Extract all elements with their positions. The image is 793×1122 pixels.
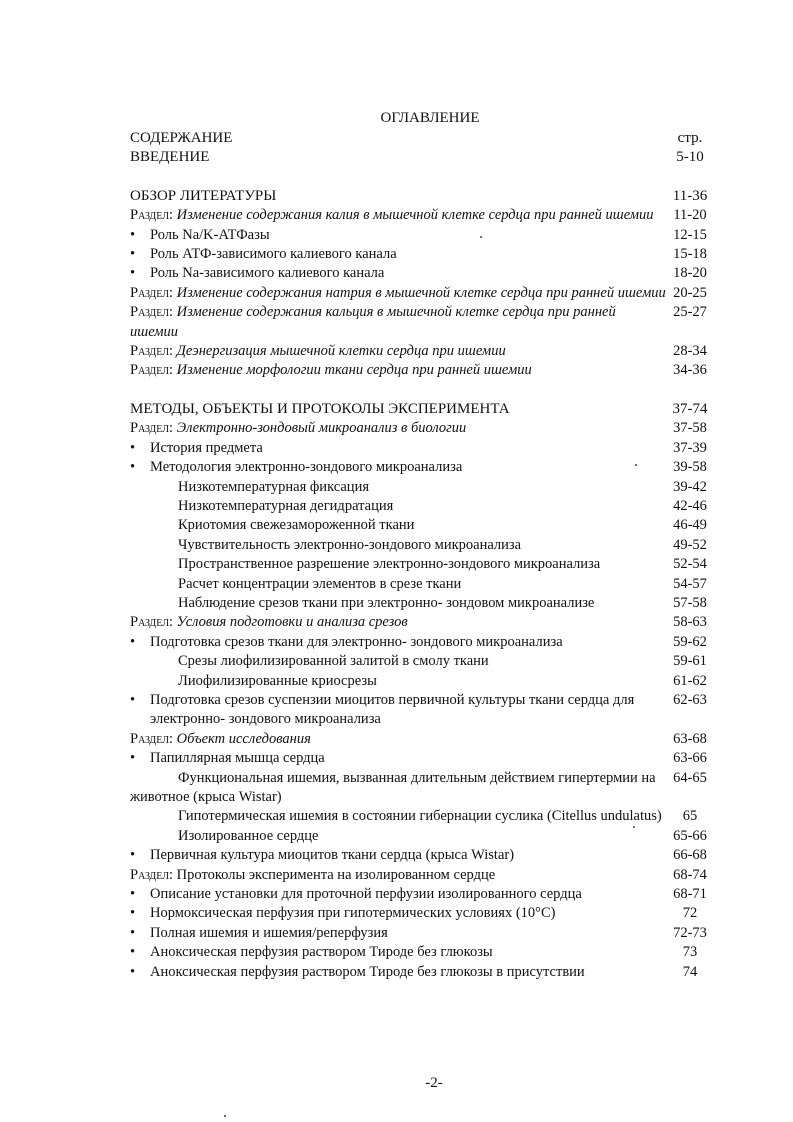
toc-entry bbox=[130, 730, 726, 749]
toc-entry-title: СОДЕРЖАНИЕ bbox=[130, 130, 233, 146]
toc-page-range: 20-25 bbox=[673, 284, 707, 301]
toc-entry-title: ВВЕДЕНИЕ bbox=[130, 149, 210, 166]
toc-page-range: 74 bbox=[682, 963, 698, 980]
toc-entry-title: Гипотермическая ишемия в состоянии гибернации суслика (Citellus undulatus) bbox=[178, 808, 662, 825]
toc-entry bbox=[130, 749, 726, 768]
toc-entry-title: Подготовка срезов ткани для электронно- зондового микроанализа bbox=[150, 633, 563, 650]
toc-page-range: 65-66 bbox=[673, 827, 707, 844]
toc-entry-title: Аноксическая перфузия раствором Тироде без глюкозы bbox=[150, 944, 493, 961]
toc-entry bbox=[130, 129, 726, 148]
toc-page-range: 63-68 bbox=[673, 730, 707, 747]
toc-entry bbox=[130, 924, 726, 943]
toc-entry-title: Наблюдение срезов ткани при электронно- зондовом микроанализе bbox=[178, 594, 595, 611]
toc-entry bbox=[130, 361, 726, 380]
toc-entry bbox=[130, 943, 726, 962]
toc-entry bbox=[130, 478, 726, 497]
toc-entry bbox=[130, 497, 726, 516]
toc-entry bbox=[130, 594, 726, 613]
toc-page-range: 39-58 bbox=[673, 459, 707, 476]
toc-entry bbox=[130, 148, 726, 167]
page-number: -2- bbox=[425, 1075, 443, 1091]
toc-entry bbox=[130, 303, 726, 342]
toc-page-range: 37-58 bbox=[673, 420, 707, 437]
toc-entry bbox=[130, 284, 726, 303]
toc-entry bbox=[130, 536, 726, 555]
toc-entry bbox=[130, 264, 726, 283]
toc-entry-title: Изменение содержания калия в мышечной клетке сердца при ранней ишемии bbox=[176, 207, 654, 224]
toc-page-range: 66-68 bbox=[673, 847, 707, 864]
toc-entry-title: Расчет концентрации элементов в срезе ткани bbox=[178, 575, 462, 592]
bullet-marker: • bbox=[130, 847, 136, 864]
bullet-marker: • bbox=[130, 944, 136, 961]
toc-entry-title: Низкотемпературная дегидратация bbox=[178, 497, 394, 514]
toc-entry-title: Первичная культура миоцитов ткани сердца (крыса Wistar) bbox=[150, 847, 515, 864]
toc-entry-title: Функциональная ишемия, вызванная длительным действием гипертермии на животное (крыса Wistar) bbox=[130, 769, 656, 805]
toc-page-range: 34-36 bbox=[673, 362, 707, 379]
toc-entry-title: Чувствительность электронно-зондового микроанализа bbox=[178, 536, 522, 553]
toc-page-range: 62-63 bbox=[673, 691, 707, 708]
section-label: Раздел: bbox=[130, 866, 174, 883]
section-label: Раздел: bbox=[130, 362, 174, 379]
toc-entry bbox=[130, 866, 726, 885]
section-label: Раздел: bbox=[130, 343, 174, 360]
toc-entry-title: Аноксическая перфузия раствором Тироде без глюкозы в присутствии bbox=[150, 963, 585, 980]
bullet-marker: • bbox=[130, 633, 136, 650]
bullet-marker: • bbox=[130, 246, 136, 263]
bullet-marker: • bbox=[130, 886, 136, 903]
toc-entry-title: Деэнергизация мышечной клетки сердца при ишемии bbox=[176, 343, 506, 360]
toc-entry bbox=[130, 672, 726, 691]
toc-entry bbox=[130, 458, 726, 477]
toc-entry-title: Протоколы эксперимента на изолированном сердце bbox=[176, 866, 496, 883]
toc-entry bbox=[130, 613, 726, 632]
toc-gap bbox=[130, 381, 726, 400]
toc-page-range: 18-20 bbox=[673, 265, 707, 282]
toc-entry bbox=[130, 342, 726, 361]
bullet-marker: • bbox=[130, 459, 136, 476]
toc-entry bbox=[130, 400, 726, 419]
toc-entry bbox=[130, 846, 726, 865]
toc-page-range: 68-71 bbox=[673, 886, 707, 903]
toc-page-range: 58-63 bbox=[673, 614, 707, 631]
toc-entry-title: Изолированное сердце bbox=[178, 827, 319, 844]
toc-entry-title: Методология электронно-зондового микроанализа bbox=[150, 459, 463, 476]
toc-page-range: 42-46 bbox=[673, 497, 707, 514]
toc-entry bbox=[130, 439, 726, 458]
scan-speck bbox=[224, 1115, 226, 1117]
toc-entry bbox=[130, 226, 726, 245]
toc-page-range: 68-74 bbox=[673, 866, 707, 883]
toc-page-range: 37-74 bbox=[672, 400, 708, 417]
toc-page-range: 65 bbox=[682, 808, 698, 825]
toc-entry bbox=[130, 419, 726, 438]
scan-speck bbox=[480, 236, 482, 238]
bullet-marker: • bbox=[130, 963, 136, 980]
toc-page-range: 57-58 bbox=[673, 594, 707, 611]
toc-page-range: 11-36 bbox=[672, 187, 708, 204]
toc-entry-title: Пространственное разрешение электронно-зондового микроанализа bbox=[178, 556, 601, 573]
toc-entry-title: Условия подготовки и анализа срезов bbox=[176, 614, 408, 631]
toc-page-range: 64-65 bbox=[673, 769, 707, 786]
toc-page-range: 5-10 bbox=[676, 149, 704, 166]
toc-page-range: стр. bbox=[677, 130, 703, 146]
toc-entry-title: Изменение содержания кальция в мышечной клетке сердца при ранней ишемии bbox=[130, 304, 616, 340]
bullet-marker: • bbox=[130, 750, 136, 767]
toc-entry-title: Электронно-зондовый микроанализ в биологии bbox=[176, 420, 467, 437]
toc-entry bbox=[130, 516, 726, 535]
toc-page-range: 25-27 bbox=[673, 304, 707, 321]
toc-page-range: 37-39 bbox=[673, 439, 707, 456]
toc-entry bbox=[130, 885, 726, 904]
scan-speck bbox=[635, 464, 637, 466]
toc-page-range: 52-54 bbox=[673, 556, 707, 573]
toc-entry-title: Роль Na-зависимого калиевого канала bbox=[150, 265, 385, 282]
bullet-marker: • bbox=[130, 226, 136, 243]
toc-entry bbox=[130, 633, 726, 652]
toc-page-range: 61-62 bbox=[673, 672, 707, 689]
toc-entry bbox=[130, 245, 726, 264]
toc-entry-title: Нормоксическая перфузия при гипотермических условиях (10°С) bbox=[150, 905, 556, 922]
section-label: Раздел: bbox=[130, 304, 174, 321]
toc-entry-title: Подготовка срезов суспензии миоцитов первичной культуры ткани сердца для электронно- зондового микроанализа bbox=[150, 691, 635, 728]
page-title: ОГЛАВЛЕНИЕ bbox=[380, 110, 480, 126]
toc-entry bbox=[130, 827, 726, 846]
toc-entry-title: МЕТОДЫ, ОБЪЕКТЫ И ПРОТОКОЛЫ ЭКСПЕРИМЕНТА bbox=[130, 400, 510, 417]
toc-page-range: 39-42 bbox=[673, 478, 707, 495]
toc-page-range: 12-15 bbox=[673, 226, 707, 243]
toc-entry-title: Папиллярная мышца сердца bbox=[150, 750, 325, 767]
section-label: Раздел: bbox=[130, 614, 174, 631]
bullet-marker: • bbox=[130, 691, 136, 708]
toc-entry bbox=[130, 206, 726, 225]
toc-entry bbox=[130, 963, 726, 982]
toc-page-range: 49-52 bbox=[673, 536, 707, 553]
bullet-marker: • bbox=[130, 924, 136, 941]
toc-entry-title: Криотомия свежезамороженной ткани bbox=[178, 517, 415, 534]
toc-entry bbox=[130, 187, 726, 206]
toc-gap bbox=[130, 168, 726, 187]
section-label: Раздел: bbox=[130, 420, 174, 437]
toc-entry bbox=[130, 691, 726, 730]
toc-page-range: 28-34 bbox=[673, 343, 707, 360]
toc-page-range: 63-66 bbox=[673, 750, 707, 767]
section-label: Раздел: bbox=[130, 207, 174, 224]
toc-page-range: 72-73 bbox=[673, 924, 707, 941]
toc-entry-title: Описание установки для проточной перфузии изолированного сердца bbox=[150, 886, 582, 903]
toc-entry bbox=[130, 769, 726, 808]
toc-entry bbox=[130, 807, 726, 826]
toc-entry-title: Лиофилизированные криосрезы bbox=[178, 672, 377, 689]
toc-entry-title: Роль Na/K-АТФазы bbox=[150, 226, 270, 243]
toc-page-range: 59-61 bbox=[673, 653, 707, 670]
toc-entry bbox=[130, 652, 726, 671]
toc-entry-title: ОБЗОР ЛИТЕРАТУРЫ bbox=[130, 187, 277, 204]
toc-entry-title: Изменение морфологии ткани сердца при ранней ишемии bbox=[176, 362, 532, 379]
toc-entry-title: История предмета bbox=[150, 439, 263, 456]
toc-page-range: 73 bbox=[682, 944, 698, 961]
toc-entry-title: Объект исследования bbox=[176, 730, 311, 747]
toc-entry-title: Изменение содержания натрия в мышечной клетке сердца при ранней ишемии bbox=[176, 284, 666, 301]
toc-page-range: 11-20 bbox=[673, 207, 707, 224]
toc-entry-title: Срезы лиофилизированной залитой в смолу ткани bbox=[178, 653, 489, 670]
toc-entry-title: Полная ишемия и ишемия/реперфузия bbox=[150, 924, 388, 941]
toc-entry bbox=[130, 575, 726, 594]
section-label: Раздел: bbox=[130, 730, 174, 747]
table-of-contents bbox=[130, 129, 726, 982]
bullet-marker: • bbox=[130, 265, 136, 282]
toc-entry-title: Роль АТФ-зависимого калиевого канала bbox=[150, 246, 397, 263]
section-label: Раздел: bbox=[130, 284, 174, 301]
toc-page-range: 72 bbox=[682, 905, 698, 922]
bullet-marker: • bbox=[130, 905, 136, 922]
toc-page-range: 54-57 bbox=[673, 575, 707, 592]
toc-page-range: 59-62 bbox=[673, 633, 707, 650]
bullet-marker: • bbox=[130, 439, 136, 456]
toc-entry-title: Низкотемпературная фиксация bbox=[178, 478, 369, 495]
toc-entry bbox=[130, 904, 726, 923]
toc-page-range: 46-49 bbox=[673, 517, 707, 534]
scan-speck bbox=[633, 826, 635, 828]
toc-entry bbox=[130, 555, 726, 574]
toc-page-range: 15-18 bbox=[673, 246, 707, 263]
